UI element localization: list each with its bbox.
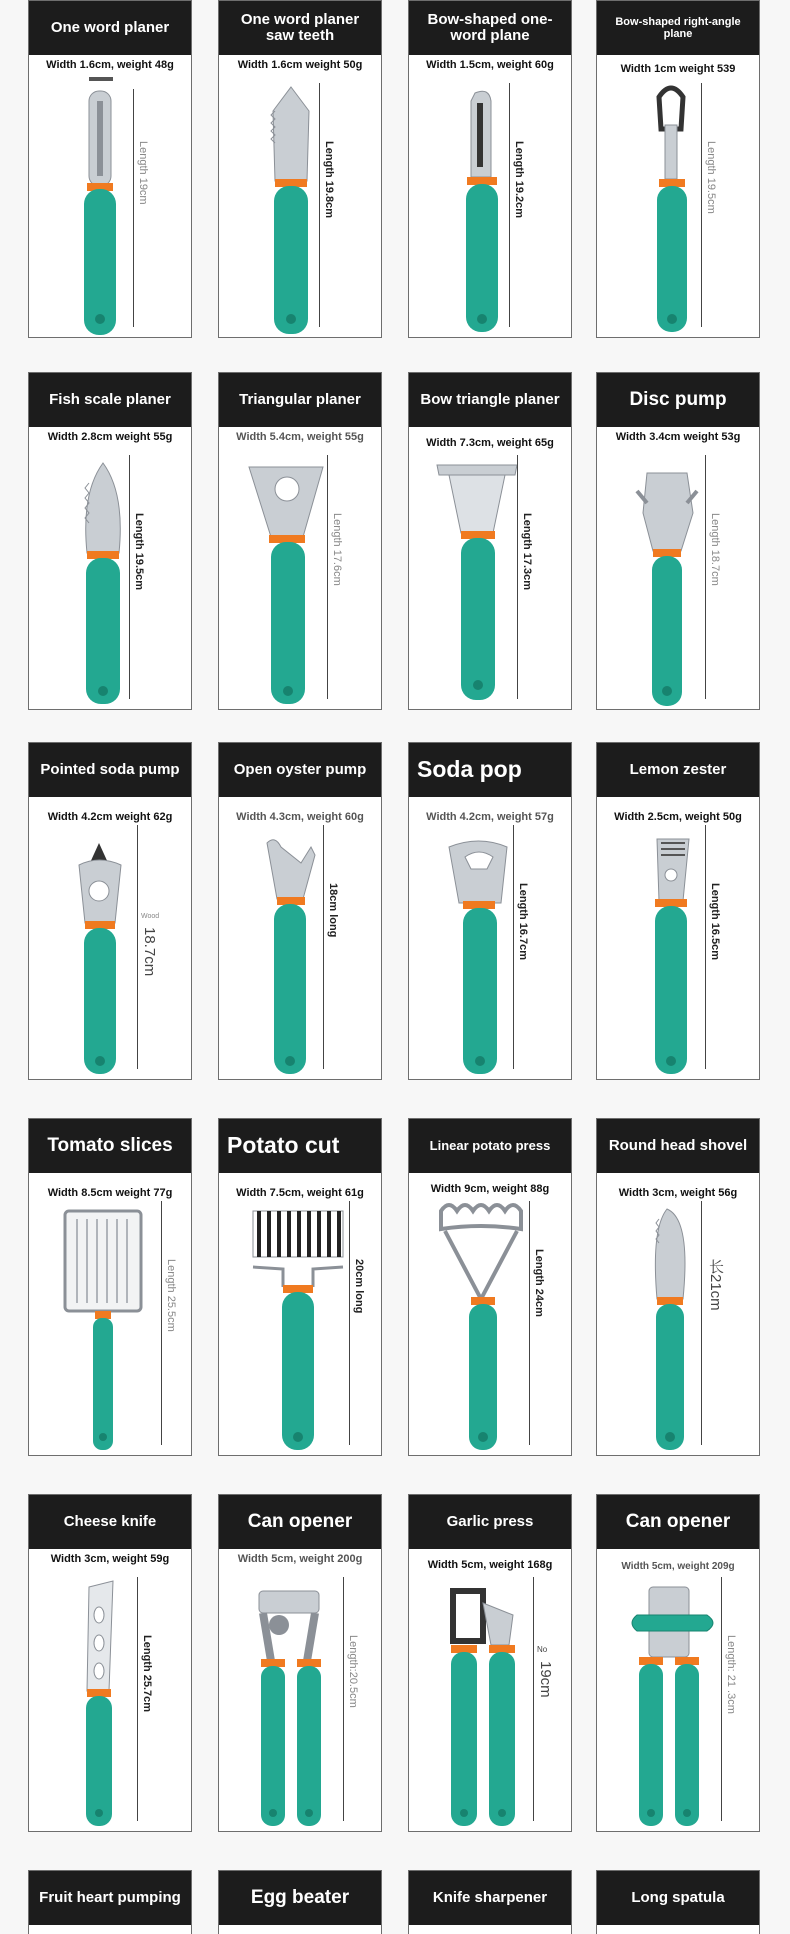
product-title: Round head shovel bbox=[597, 1119, 759, 1173]
cheese-knife-icon bbox=[29, 1495, 192, 1832]
product-length: Length 25.5cm bbox=[165, 1259, 177, 1332]
product-title: Soda pop bbox=[409, 743, 571, 797]
product-title: Cheese knife bbox=[29, 1495, 191, 1549]
product-length: Length: 21 .3cm bbox=[725, 1635, 737, 1714]
product-card-bow-one-word-plane[interactable] bbox=[408, 0, 572, 338]
product-spec: Width 1.5cm, weight 60g bbox=[426, 59, 554, 71]
y-peeler-icon bbox=[597, 1, 760, 338]
product-length: Length 16.5cm bbox=[709, 883, 721, 961]
product-length: Length 25.7cm bbox=[141, 1635, 153, 1713]
product-spec: Width 7.3cm, weight 65g bbox=[426, 437, 554, 449]
lemon-zester-icon bbox=[597, 743, 760, 1080]
product-card-soda-pop[interactable] bbox=[408, 742, 572, 1080]
wide-triangle-peeler-icon bbox=[409, 373, 572, 710]
product-spec: Width 4.3cm, weight 60g bbox=[236, 811, 364, 823]
product-note: No bbox=[537, 1645, 548, 1654]
product-length: Length 16.7cm bbox=[517, 883, 529, 961]
product-spec: Width 9cm, weight 88g bbox=[430, 1183, 550, 1195]
product-spec: Width 5cm, weight 209g bbox=[621, 1561, 735, 1572]
product-spec: Width 5.4cm, weight 55g bbox=[236, 431, 364, 443]
product-spec: Width 8.5cm weight 77g bbox=[47, 1187, 173, 1199]
product-title: Bow-shaped one-word plane bbox=[409, 1, 571, 55]
product-spec: Width 3cm, weight 59g bbox=[50, 1553, 170, 1565]
product-title: Long spatula bbox=[597, 1871, 759, 1925]
product-card-cheese-knife[interactable] bbox=[28, 1494, 192, 1832]
product-spec: Width 5cm, weight 200g bbox=[237, 1553, 363, 1565]
product-title: Can opener bbox=[219, 1495, 381, 1549]
straight-peeler-icon bbox=[29, 1, 192, 338]
product-length: Length:20.5cm bbox=[347, 1635, 359, 1708]
product-spec: Width 5cm, weight 168g bbox=[427, 1559, 553, 1571]
product-title: One word planer saw teeth bbox=[219, 1, 381, 55]
product-card-open-oyster-pump[interactable] bbox=[218, 742, 382, 1080]
product-title: Bow triangle planer bbox=[409, 373, 571, 427]
potato-masher-icon bbox=[409, 1119, 572, 1456]
product-length: 18cm long bbox=[327, 883, 339, 938]
product-spec: Width 1cm weight 539 bbox=[620, 63, 736, 75]
product-title: Egg beater bbox=[219, 1871, 381, 1925]
product-length: Length 17.3cm bbox=[521, 513, 533, 591]
product-title: Triangular planer bbox=[219, 373, 381, 427]
product-spec: Width 7.5cm, weight 61g bbox=[236, 1187, 364, 1199]
product-card-linear-potato-press[interactable] bbox=[408, 1118, 572, 1456]
product-card-one-word-planer[interactable] bbox=[28, 0, 192, 338]
product-spec: Width 4.2cm, weight 57g bbox=[426, 811, 554, 823]
melon-baller-icon bbox=[597, 373, 760, 710]
product-card-knife-sharpener[interactable] bbox=[408, 1870, 572, 1934]
product-length: Length 19.5cm bbox=[133, 513, 145, 591]
product-title: Tomato slices bbox=[29, 1119, 191, 1173]
spreader-knife-icon bbox=[597, 1119, 760, 1456]
product-length: 长21cm bbox=[707, 1259, 724, 1311]
product-note: Wood bbox=[141, 913, 160, 920]
product-title: Fruit heart pumping bbox=[29, 1871, 191, 1925]
bottle-opener-icon bbox=[409, 743, 572, 1080]
product-spec: Width 4.2cm weight 62g bbox=[47, 811, 173, 823]
product-card-potato-cut[interactable] bbox=[218, 1118, 382, 1456]
product-length: Length 17.6cm bbox=[331, 513, 343, 586]
product-title: Garlic press bbox=[409, 1495, 571, 1549]
product-card-can-opener[interactable] bbox=[218, 1494, 382, 1832]
product-spec: Width 2.8cm weight 55g bbox=[47, 431, 173, 443]
product-title: Disc pump bbox=[597, 373, 759, 427]
product-length: 18.7cm bbox=[141, 927, 158, 977]
product-length: Length 24cm bbox=[533, 1249, 545, 1317]
product-card-bow-triangle-planer[interactable] bbox=[408, 372, 572, 710]
product-card-garlic-press[interactable] bbox=[408, 1494, 572, 1832]
product-card-fruit-heart-pumping[interactable] bbox=[28, 1870, 192, 1934]
product-card-long-spatula[interactable] bbox=[596, 1870, 760, 1934]
product-title: Open oyster pump bbox=[219, 743, 381, 797]
product-spec: Width 1.6cm, weight 48g bbox=[46, 59, 174, 71]
product-card-pointed-soda-pump[interactable] bbox=[28, 742, 192, 1080]
product-card-egg-beater[interactable] bbox=[218, 1870, 382, 1934]
product-title: Can opener bbox=[597, 1495, 759, 1549]
product-card-saw-teeth-planer[interactable] bbox=[218, 0, 382, 338]
product-title: Bow-shaped right-angle plane bbox=[597, 1, 759, 55]
oyster-knife-icon bbox=[219, 743, 382, 1080]
fish-scale-scraper-icon bbox=[29, 373, 192, 710]
product-spec: Width 1.6cm weight 50g bbox=[237, 59, 363, 71]
product-length: Length 18.7cm bbox=[709, 513, 721, 586]
product-length: Length 19.5cm bbox=[705, 141, 717, 214]
serrated-peeler-icon bbox=[219, 1, 382, 338]
product-card-triangular-planer[interactable] bbox=[218, 372, 382, 710]
product-card-can-opener-2[interactable] bbox=[596, 1494, 760, 1832]
product-length: 20cm long bbox=[353, 1259, 365, 1314]
product-card-lemon-zester[interactable] bbox=[596, 742, 760, 1080]
product-title: Lemon zester bbox=[597, 743, 759, 797]
product-card-tomato-slices[interactable] bbox=[28, 1118, 192, 1456]
bottle-opener-icon bbox=[29, 743, 192, 1080]
product-title: One word planer bbox=[29, 1, 191, 55]
product-spec: Width 3.4cm weight 53g bbox=[615, 431, 741, 443]
bow-peeler-icon bbox=[409, 1, 572, 338]
product-spec: Width 2.5cm, weight 50g bbox=[614, 811, 742, 823]
product-title: Potato cut bbox=[219, 1119, 381, 1173]
product-title: Pointed soda pump bbox=[29, 743, 191, 797]
product-length: 19cm bbox=[537, 1661, 554, 1698]
product-card-disc-pump[interactable] bbox=[596, 372, 760, 710]
product-length: Length 19cm bbox=[137, 141, 149, 205]
product-card-fish-scale-planer[interactable] bbox=[28, 372, 192, 710]
product-title: Fish scale planer bbox=[29, 373, 191, 427]
product-title: Knife sharpener bbox=[409, 1871, 571, 1925]
product-title: Linear potato press bbox=[409, 1119, 571, 1173]
product-spec: Width 3cm, weight 56g bbox=[618, 1187, 738, 1199]
product-length: Length 19.2cm bbox=[513, 141, 525, 219]
triangle-peeler-icon bbox=[219, 373, 382, 710]
product-card-bow-right-angle-plane[interactable] bbox=[596, 0, 760, 338]
product-card-round-head-shovel[interactable] bbox=[596, 1118, 760, 1456]
product-length: Length 19.8cm bbox=[323, 141, 335, 219]
